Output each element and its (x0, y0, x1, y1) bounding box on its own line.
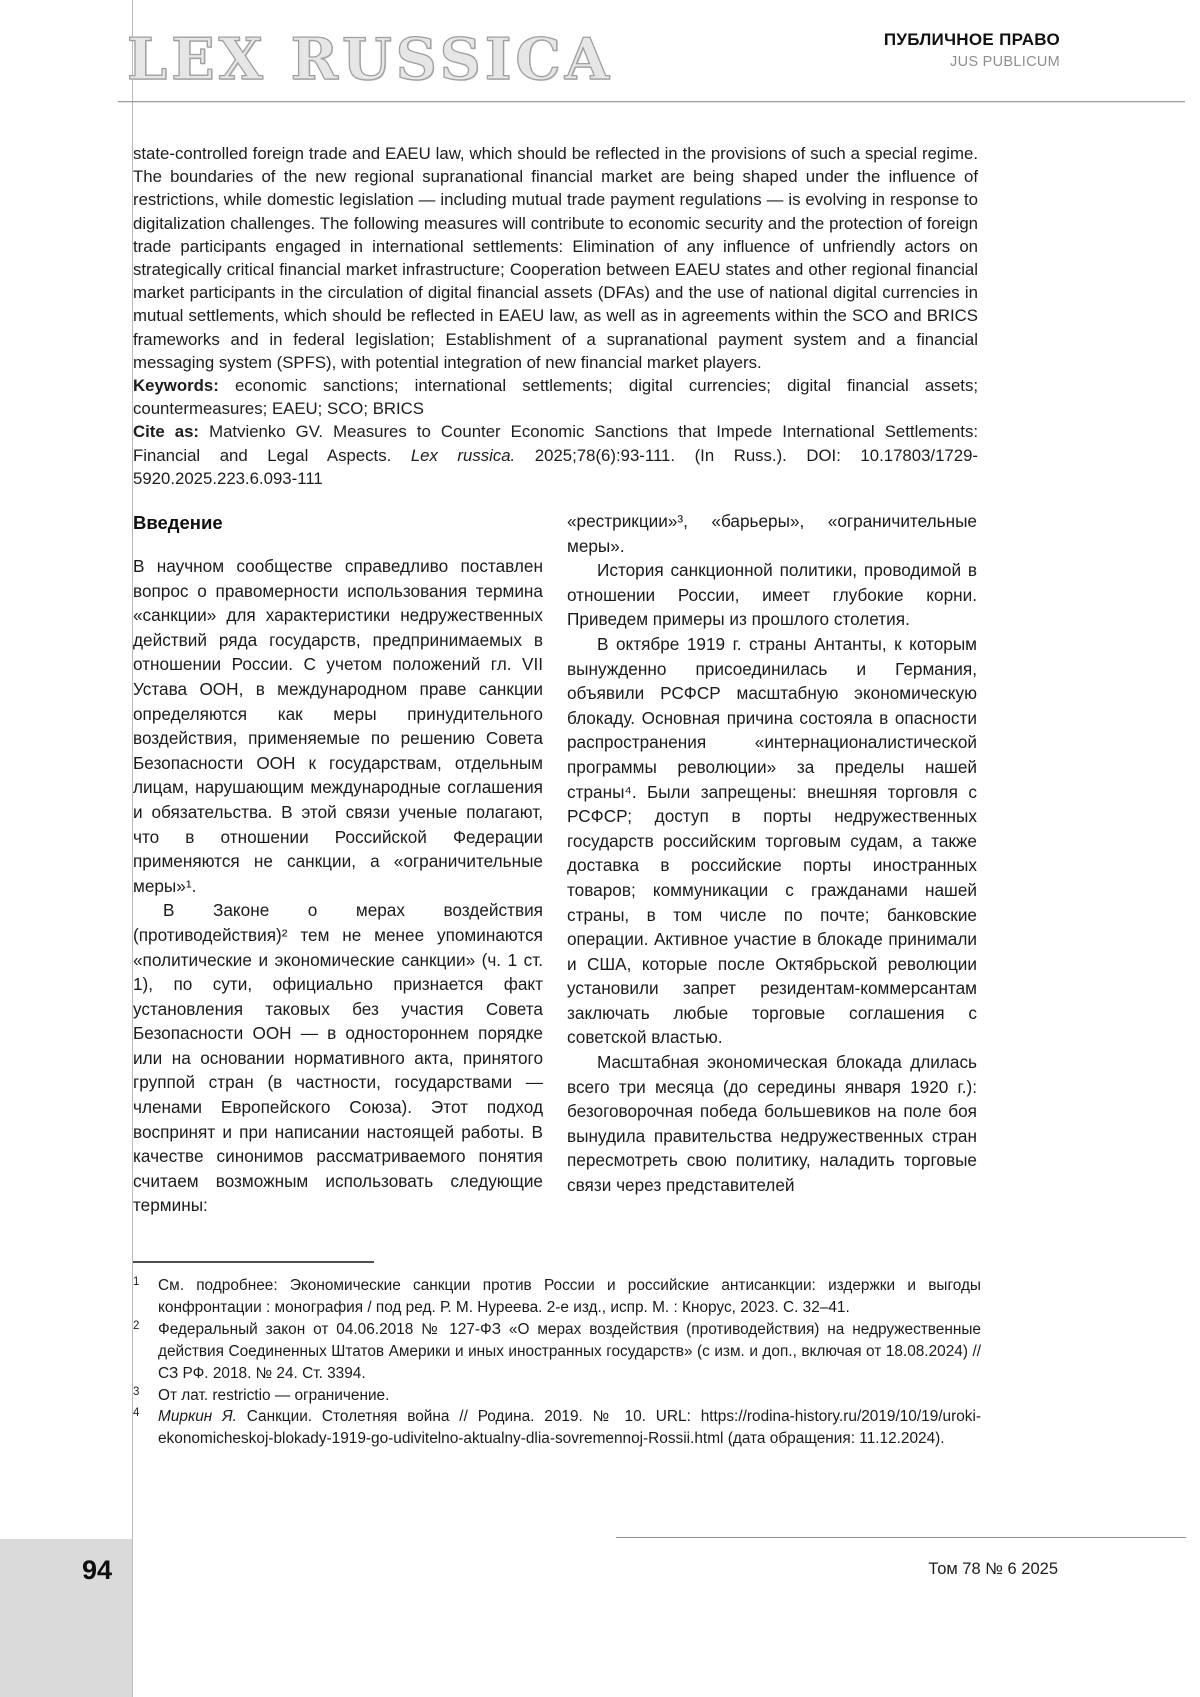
footnote-number: 3 (133, 1385, 140, 1398)
header-rule (118, 101, 1185, 102)
footnote-text: От лат. restrictio — ограничение. (158, 1386, 390, 1404)
article-body (133, 509, 978, 1218)
keywords-line (133, 374, 978, 420)
header-rubric-block (884, 30, 1060, 70)
intro-paragraph-2: В Законе о мерах воздействия (противодействия)² тем не менее упоминаются «политические и экономические санкции» (ч. 1 ст. 1), по сути, официально признается факт установления таковых без участия Совета Безопасности ООН — в одностороннем порядке или на основании нормативного акта, принятого группой стран (в частности, государствами — членами Европейского Союза). Этот подход воспринят и при написании настоящей работы. В качестве синонимов рассматриваемого понятия считаем возможным использовать следующие термины: (133, 900, 543, 1216)
intro-paragraph-1: В научном сообществе справедливо поставлен вопрос о правомерности использования термина «санкции» для характеристики недружественных действий ряда государств, предпринимаемых в отношении России. С учетом положений гл. VII Устава ООН, в международном праве санкции определяются как меры принудительного воздействия, применяемые по решению Совета Безопасности ООН к государствам, отдельным лицам, нарушающим международные соглашения и обязательства. В этой связи ученые полагают, что в отношении Российской Федерации применяются не санкции, а «ограничительные меры»¹. (133, 556, 543, 896)
abstract-paragraph: state-controlled foreign trade and EAEU law, which should be reflected in the provisions of such a special regime. The boundaries of the new regional supranational financial market are being shaped under the influence of restrictions, while domestic legislation — including mutual trade payment regulations — is evolving in response to digitalization challenges. The following measures will contribute to economic security and the protection of foreign trade participants engaged in international settlements: Elimination of any influence of unfriendly actors on strategically critical financial market infrastructure; Cooperation between EAEU states and other regional financial market participants in the circulation of digital financial assets (DFAs) and the use of national digital currencies in mutual settlements, which should be reflected in EAEU law, as well as in agreements within the SCO and BRICS frameworks and in federal legislation; Establishment of a supranational payment system and a financial messaging system (SPFS), with potential integration of new financial market players. (133, 144, 978, 372)
footnotes (133, 1275, 981, 1450)
footnote-text (158, 1406, 981, 1450)
citation-text-start: Matvienko GV. Measures to Counter Economic Sanctions that Impede International Settlements: Financial and Legal Aspects. (133, 422, 978, 465)
page-number: 94 (81, 1555, 112, 1585)
footnote-number: 1 (133, 1276, 140, 1288)
right-paragraph-4: Масштабная экономическая блокада длилась всего три месяца (до середины января 1920 г.): безоговорочная победа большевиков на поле боя вынудила правительства недружественных стран пересмотреть свою политику, наладить торговые связи через представителей (567, 1052, 977, 1196)
footnote-item (133, 1406, 981, 1450)
column-right (567, 509, 977, 1218)
journal-logo: LEX RUSSICA (127, 26, 614, 93)
citation-text-end: 2025;78(6):93-111. (In Russ.). DOI: 10.17803/1729-5920.2025.223.6.093-111 (133, 445, 978, 488)
rubric-title: ПУБЛИЧНОЕ ПРАВО (883, 30, 1060, 49)
footnote-separator-rule (133, 1261, 374, 1263)
citation-line (133, 420, 978, 490)
footnote-number: 2 (133, 1319, 140, 1332)
front-matter (133, 142, 978, 490)
citation-journal-name: Lex russica. (410, 445, 516, 465)
right-paragraph-1: «рестрикции»³, «барьеры», «ограничительные меры». (567, 511, 977, 556)
keywords-text: economic sanctions; international settlements; digital currencies; digital financial assets; countermeasures; EAEU; SCO; BRICS (133, 376, 978, 419)
volume-issue-info: Том 78 № 6 2025 (928, 1560, 1058, 1578)
footnote-text: Федеральный закон от 04.06.2018 № 127-ФЗ «О мерах воздействия (противодействия) на недружественные действия Соединенных Штатов Америки и иных иностранных государств» (с изм. и доп., включая от 18.08.2024) // СЗ РФ. 2018. № 24. Ст. 3394. (158, 1320, 981, 1382)
right-paragraph-2: История санкционной политики, проводимой в отношении России, имеет глубокие корни. Приведем примеры из прошлого столетия. (567, 560, 977, 630)
footnote-item (133, 1319, 981, 1385)
footnote-author-italic: Миркин Я. (158, 1408, 237, 1426)
column-left (133, 509, 543, 1218)
footnote-number: 4 (133, 1407, 140, 1420)
footnote-text-rest: Санкции. Столетняя война // Родина. 2019. № 10. URL: https://rodina-history.ru/2019/10/19/uroki-ekonomicheskoj-blokady-1919-go-udivitelno-aktualny-dlia-sovremennoj-Rossii.html (дата обращения: 11.12.2024). (158, 1408, 982, 1448)
citation-label: Cite as: (133, 422, 200, 442)
footnote-item (133, 1275, 981, 1319)
section-heading: Введение (133, 512, 223, 533)
right-paragraph-3: В октябре 1919 г. страны Антанты, к которым вынужденно присоединилась и Германия, объявили РСФСР масштабную экономическую блокаду. Основная причина состояла в опасности распространения «интернационалистической программы революции» за пределы нашей страны⁴. Были запрещены: внешняя торговля с РСФСР; доступ в порты недружественных государств российским торговым судам, а также доставка в российские порты иностранных товаров; коммуникации с гражданами нашей страны, в том числе по почте; банковские операции. Активное участие в блокаде принимали и США, которые после Октябрьской революции установили запрет резидентам-коммерсантам заключать любые торговые соглашения с советской властью. (567, 633, 977, 1048)
footer-rule (616, 1537, 1186, 1538)
rubric-subtitle: JUS PUBLICUM (950, 54, 1060, 70)
keywords-label: Keywords: (133, 376, 219, 396)
footnote-item (133, 1385, 981, 1407)
footnote-text: См. подробнее: Экономические санкции против России и российские антисанкции: издержки и выгоды конфронтации : монография / под ред. Р. М. Нуреева. 2-е изд., испр. М. : Кнорус, 2023. С. 32–41. (158, 1277, 981, 1316)
